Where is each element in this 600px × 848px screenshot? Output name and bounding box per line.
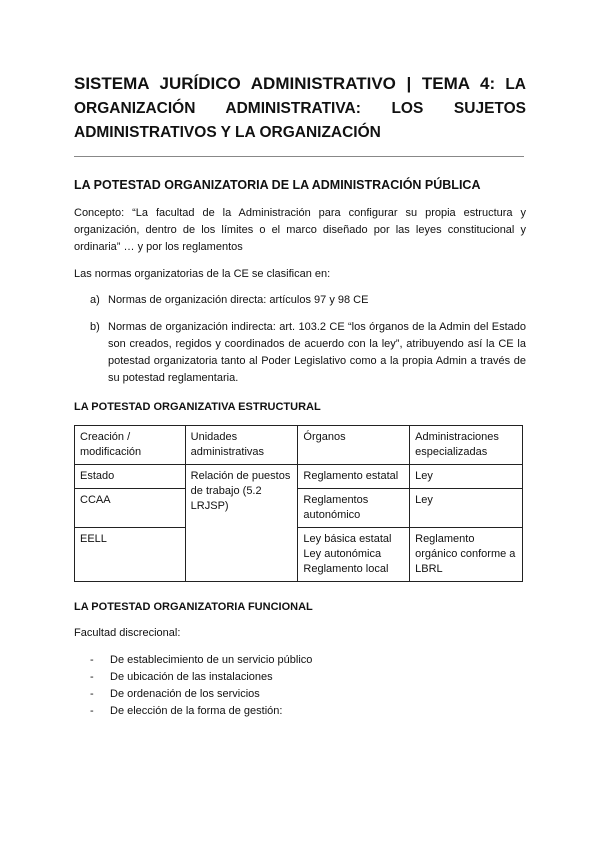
normas-intro: Las normas organizatorias de la CE se clasifican en: (74, 268, 331, 280)
list-text-a: Normas de organización directa: artículos 97 y 98 CE (108, 294, 369, 306)
table-row (75, 528, 523, 582)
table-cell: Ley (410, 489, 523, 528)
dash-marker: - (90, 654, 94, 666)
title-main: SISTEMA JURÍDICO ADMINISTRATIVO | TEMA 4: (74, 74, 496, 93)
dash-marker: - (90, 688, 94, 700)
table-header: Órganos (298, 426, 410, 465)
dash-text: De elección de la forma de gestión: (110, 705, 283, 717)
table-header: Unidades administrativas (185, 426, 298, 465)
section-heading-potestad-organizatoria: LA POTESTAD ORGANIZATORIA DE LA ADMINISTRACIÓN PÚBLICA (74, 178, 481, 192)
facultad-text: Facultad discrecional: (74, 627, 181, 639)
section-heading-estructural: LA POTESTAD ORGANIZATIVA ESTRUCTURAL (74, 401, 321, 413)
list-text-b: Normas de organización indirecta: art. 103.2 CE “los órganos de la Admin del Estado son creados, regidos y coordinados de acuerdo con la ley”, atribuyendo así la CE la potestad organizatoria tanto al Poder Legislativo como a la propia Admin a través de su potestad reglamentaria. (108, 321, 526, 384)
table-cell: Ley (410, 465, 523, 489)
table-header: Creación / modificación (75, 426, 186, 465)
table-cell: Reglamento estatal (298, 465, 410, 489)
dash-list-item (90, 686, 260, 703)
dash-marker: - (90, 671, 94, 683)
list-marker-b: b) (90, 321, 100, 333)
table-cell: EELL (75, 528, 186, 582)
table-cell: Relación de puestos de trabajo (5.2 LRJSP) (185, 465, 298, 582)
list-marker-a: a) (90, 294, 100, 306)
dash-text: De ordenación de los servicios (110, 688, 260, 700)
table-cell-line: Reglamento local (303, 563, 389, 575)
dash-text: De establecimiento de un servicio público (110, 654, 313, 666)
table-cell-line: Ley básica estatal (303, 533, 392, 545)
table-cell (298, 528, 410, 582)
table-cell-line: Ley autonómica (303, 548, 382, 560)
list-item-a (90, 292, 526, 309)
dash-text: De ubicación de las instalaciones (110, 671, 273, 683)
table-row (75, 465, 523, 489)
table-header: Administraciones especializadas (410, 426, 523, 465)
section-heading-funcional: LA POTESTAD ORGANIZATORIA FUNCIONAL (74, 601, 313, 613)
table-cell: Estado (75, 465, 186, 489)
table-header-row (75, 426, 523, 465)
estructural-table (74, 425, 523, 582)
title-sub: LA ORGANIZACIÓN ADMINISTRATIVA: LOS SUJETOS ADMINISTRATIVOS Y LA ORGANIZACIÓN (74, 76, 526, 141)
title-divider (74, 156, 524, 157)
concepto-paragraph: Concepto: “La facultad de la Administración para configurar su propia estructura y organización, dentro de los límites o el marco diseñado por las leyes constitucional y ordinaria” … y por los reglamentos (74, 207, 526, 253)
table-cell: Reglamento orgánico conforme a LBRL (410, 528, 523, 582)
document-title (74, 72, 526, 145)
list-item-b (90, 319, 526, 387)
table-cell: CCAA (75, 489, 186, 528)
dash-list-item (90, 703, 282, 720)
table-cell: Reglamentos autonómico (298, 489, 410, 528)
table-row (75, 489, 523, 528)
dash-list-item (90, 652, 312, 669)
dash-marker: - (90, 705, 94, 717)
dash-list-item (90, 669, 273, 686)
